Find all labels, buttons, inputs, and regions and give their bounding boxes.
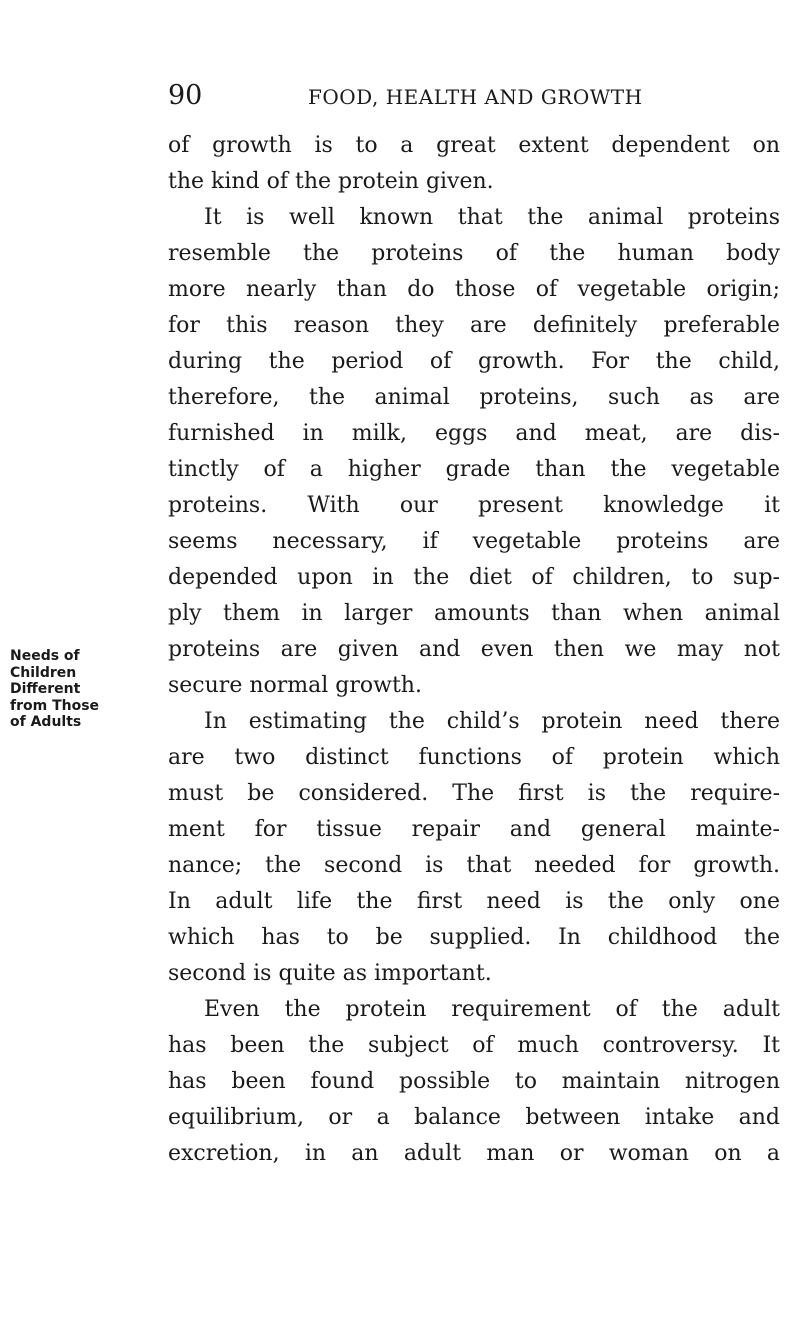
text-line: depended upon in the diet of children, to sup- [168, 565, 780, 590]
margin-note-line: Different [10, 681, 81, 697]
text-line: proteins are given and even then we may not [168, 637, 780, 662]
text-line: of growth is to a great extent dependent on [168, 133, 780, 158]
text-line: has been found possible to maintain nitrogen [168, 1069, 780, 1094]
text-line: ply them in larger amounts than when animal [168, 601, 780, 626]
text-line: the kind of the protein given. [168, 169, 494, 194]
text-line: more nearly than do those of vegetable origin; [168, 277, 780, 302]
body-text [168, 128, 780, 1172]
page-number: 90 [168, 80, 203, 111]
text-line: In estimating the child’s protein need there [204, 709, 780, 734]
text-line: equilibrium, or a balance between intake and [168, 1105, 780, 1130]
text-line: excretion, in an adult man or woman on a [168, 1141, 780, 1166]
margin-note-line: Needs of [10, 648, 80, 664]
text-line: therefore, the animal proteins, such as are [168, 385, 780, 410]
running-head: FOOD, HEALTH AND GROWTH [308, 85, 643, 109]
margin-note [10, 648, 120, 731]
text-line: must be considered. The first is the require- [168, 781, 780, 806]
text-line: proteins. With our present knowledge it [168, 493, 780, 518]
text-line: has been the subject of much controversy. It [168, 1033, 780, 1058]
text-line: are two distinct functions of protein which [168, 745, 780, 770]
text-line: ment for tissue repair and general mainte- [168, 817, 780, 842]
margin-note-line: Children [10, 664, 77, 681]
text-line: It is well known that the animal proteins [204, 205, 780, 230]
text-line: second is quite as important. [168, 961, 492, 986]
margin-note-line: of Adults [10, 714, 82, 730]
text-line: tinctly of a higher grade than the vegetable [168, 457, 780, 482]
text-line: nance; the second is that needed for growth. [168, 853, 780, 878]
page-header [0, 78, 800, 114]
text-line: furnished in milk, eggs and meat, are dis- [168, 421, 780, 446]
text-line: which has to be supplied. In childhood the [168, 925, 780, 950]
text-line: Even the protein requirement of the adult [204, 997, 780, 1022]
text-line: secure normal growth. [168, 673, 422, 698]
text-line: resemble the proteins of the human body [168, 241, 780, 266]
text-line: In adult life the first need is the only one [168, 889, 780, 914]
text-line: seems necessary, if vegetable proteins are [168, 529, 780, 554]
text-line: during the period of growth. For the child, [168, 349, 780, 374]
text-line: for this reason they are definitely preferable [168, 313, 780, 338]
margin-note-line: from Those [10, 697, 100, 714]
